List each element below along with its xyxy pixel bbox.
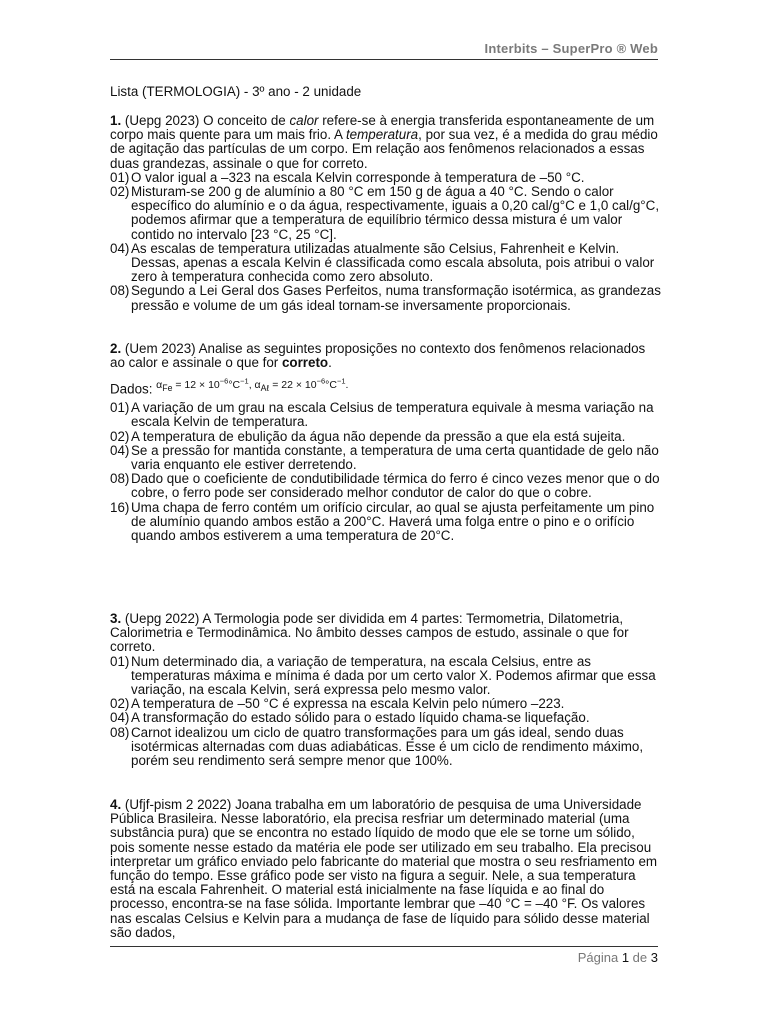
stem-text: refere-se à energia transferida espontaneamente de um corpo mais quente para um mais frio. A	[110, 113, 655, 143]
option-item	[110, 444, 662, 472]
fe-equation: = 12 × 10	[172, 378, 220, 391]
option-code: 04)	[110, 240, 130, 256]
option-item	[110, 284, 662, 312]
option-item	[110, 171, 662, 185]
option-item	[110, 697, 662, 711]
option-code: 08)	[110, 283, 130, 299]
footer-divider	[110, 946, 658, 947]
option-text: A temperatura de –50 °C é expressa na escala Kelvin pelo número –223.	[131, 696, 565, 712]
stem-italic-calor: calor	[289, 113, 319, 128]
question-number: 4.	[110, 797, 122, 812]
question-1-stem	[110, 114, 662, 171]
option-item	[110, 655, 662, 698]
alpha-symbol: α	[156, 378, 163, 391]
stem-text: A Termologia pode ser dividida em 4 partes: Termometria, Dilatometria, Calorimetria e Termodinâmica. No âmbito desses campos de estudo, assinale o que for correto.	[110, 611, 629, 655]
question-2-stem	[110, 342, 662, 370]
separator: ,	[248, 378, 255, 391]
question-4-stem	[110, 798, 662, 940]
question-3	[110, 612, 662, 768]
page-indicator	[578, 950, 658, 965]
stem-italic-temperatura: temperatura	[345, 127, 419, 143]
option-item	[110, 711, 662, 725]
exponent: −6	[316, 376, 326, 386]
option-item	[110, 401, 662, 429]
stem-text: O conceito de	[203, 113, 290, 128]
unit-exponent: −1	[240, 376, 249, 386]
question-4	[110, 798, 662, 940]
stem-text: , por sua vez, é a medida do grau médio de agitação das partículas de um corpo. Em relação aos fenômenos relacionados a essas duas grandezas, assinale o que for correto.	[110, 127, 658, 171]
option-code: 01)	[110, 653, 130, 669]
of-word: de	[632, 950, 648, 965]
question-source: (Uepg 2023)	[124, 113, 200, 128]
unit-exponent: −1	[336, 376, 346, 386]
dados-line	[110, 376, 662, 401]
question-2	[110, 342, 662, 543]
page-word: Página	[577, 950, 619, 965]
fe-subscript: Fe	[162, 383, 173, 393]
al-subscript: Aℓ	[260, 383, 270, 393]
total-pages: 3	[650, 950, 658, 965]
option-item	[110, 501, 662, 544]
stem-text: Analise as seguintes proposições no contexto dos fenômenos relacionados ao calor e assinale o que for	[110, 341, 646, 371]
question-number: 3.	[110, 611, 122, 626]
option-text: Misturam-se 200 g de alumínio a 80 °C em 150 g de água a 40 °C. Sendo o calor específico do alumínio e o da água, respectivamente, iguais a 0,20 cal/g°C e 1,0 cal/g°C, podemos afirmar que a temperatura de equilíbrio térmico dessa mistura é um valor contido no intervalo [23 °C, 25 °C].	[131, 184, 660, 242]
option-text: Num determinado dia, a variação de temperatura, na escala Celsius, entre as temperaturas máxima e mínima é dada por um certo valor X. Podemos afirmar que essa variação, na escala Kelvin, será expressa pelo mesmo valor.	[131, 653, 656, 698]
header-divider	[110, 59, 658, 60]
stem-bold-correto: correto	[281, 355, 329, 371]
option-text: A temperatura de ebulição da água não depende da pressão a que ela está sujeita.	[131, 428, 626, 444]
option-code: 16)	[110, 499, 130, 515]
question-source: (Ufjf-pism 2 2022)	[124, 797, 232, 812]
option-text: Uma chapa de ferro contém um orifício circular, ao qual se ajusta perfeitamente um pino de alumínio quando ambos estão a 200°C. Haverá uma folga entre o pino e o orifício quando ambos estiverem a uma temperatura de 20°C.	[131, 499, 655, 544]
option-code: 01)	[110, 400, 130, 416]
unit: °C	[325, 378, 337, 391]
option-text: A variação de um grau na escala Celsius de temperatura equivale à mesma variação na escala Kelvin de temperatura.	[131, 400, 654, 430]
option-code: 02)	[110, 428, 130, 444]
stem-text: .	[328, 355, 332, 371]
document-title: Lista (TERMOLOGIA) - 3º ano - 2 unidade	[110, 84, 362, 99]
option-code: 01)	[110, 169, 130, 185]
option-code: 08)	[110, 471, 130, 487]
current-page: 1	[621, 950, 630, 965]
option-code: 04)	[110, 442, 130, 458]
question-1	[110, 114, 662, 313]
question-source: (Uepg 2022)	[124, 611, 200, 626]
question-number: 1.	[110, 113, 122, 128]
option-text: A transformação do estado sólido para o estado líquido chama-se liquefação.	[131, 710, 590, 726]
option-text: Carnot idealizou um ciclo de quatro transformações para um gás ideal, sendo duas isotérmicas alternadas com duas adiabáticas. Esse é um ciclo de rendimento máximo, porém seu rendimento será sempre menor que 100%.	[131, 724, 644, 769]
option-text: Segundo a Lei Geral dos Gases Perfeitos, numa transformação isotérmica, as grandezas pressão e volume de um gás ideal tornam-se inversamente proporcionais.	[131, 283, 661, 313]
option-item	[110, 242, 662, 285]
option-code: 08)	[110, 724, 130, 740]
option-item	[110, 472, 662, 500]
unit: °C	[228, 378, 241, 391]
al-equation: = 22 × 10	[269, 378, 317, 391]
option-text: Se a pressão for mantida constante, a temperatura de uma certa quantidade de gelo não varia enquanto ele estiver derretendo.	[131, 442, 659, 473]
dados-formula	[156, 376, 349, 393]
option-text: As escalas de temperatura utilizadas atualmente são Celsius, Fahrenheit e Kelvin. Dessas, apenas a escala Kelvin é classificada como escala absoluta, pois atribui o valor zero à temperatura conhecida como zero absoluto.	[131, 240, 655, 285]
option-text: O valor igual a –323 na escala Kelvin corresponde à temperatura de –50 °C.	[131, 169, 585, 185]
option-item	[110, 726, 662, 769]
option-item	[110, 430, 662, 444]
option-code: 04)	[110, 710, 130, 726]
option-item	[110, 185, 662, 242]
exponent: −6	[219, 376, 229, 386]
option-code: 02)	[110, 696, 130, 712]
question-number: 2.	[110, 341, 122, 356]
alpha-symbol: α	[254, 378, 261, 391]
option-code: 02)	[110, 184, 130, 200]
question-source: (Uem 2023)	[124, 341, 196, 356]
question-3-stem	[110, 612, 662, 655]
dados-label: Dados:	[110, 381, 153, 397]
header-brand: Interbits – SuperPro ® Web	[484, 41, 658, 56]
option-text: Dado que o coeficiente de condutibilidade térmica do ferro é cinco vezes menor que o do cobre, o ferro pode ser considerado melhor condutor de calor do que o cobre.	[131, 471, 660, 501]
formula-end: .	[345, 378, 349, 391]
stem-text: Joana trabalha em um laboratório de pesquisa de uma Universidade Pública Brasileira. Nesse laboratório, ela precisa resfriar um determinado material (uma substância pura) que se encontra no estado líquido de modo que ele se torne um sólido, pois somente nesse estado da matéria ele pode ser utilizado em seu trabalho. Ela precisou interpretar um gráfico enviado pelo fabricante do material que mostra o seu resfriamento em função do tempo. Esse gráfico pode ser visto na figura a seguir. Nele, a sua temperatura está na escala Fahrenheit. O material está inicialmente na fase líquida e ao final do processo, encontra-se na fase sólida. Importante lembrar que –40 °C = –40 °F. Os valores nas escalas Celsius e Kelvin para a mudança de fase de líquido para sólido desse material são dados,	[110, 797, 658, 940]
